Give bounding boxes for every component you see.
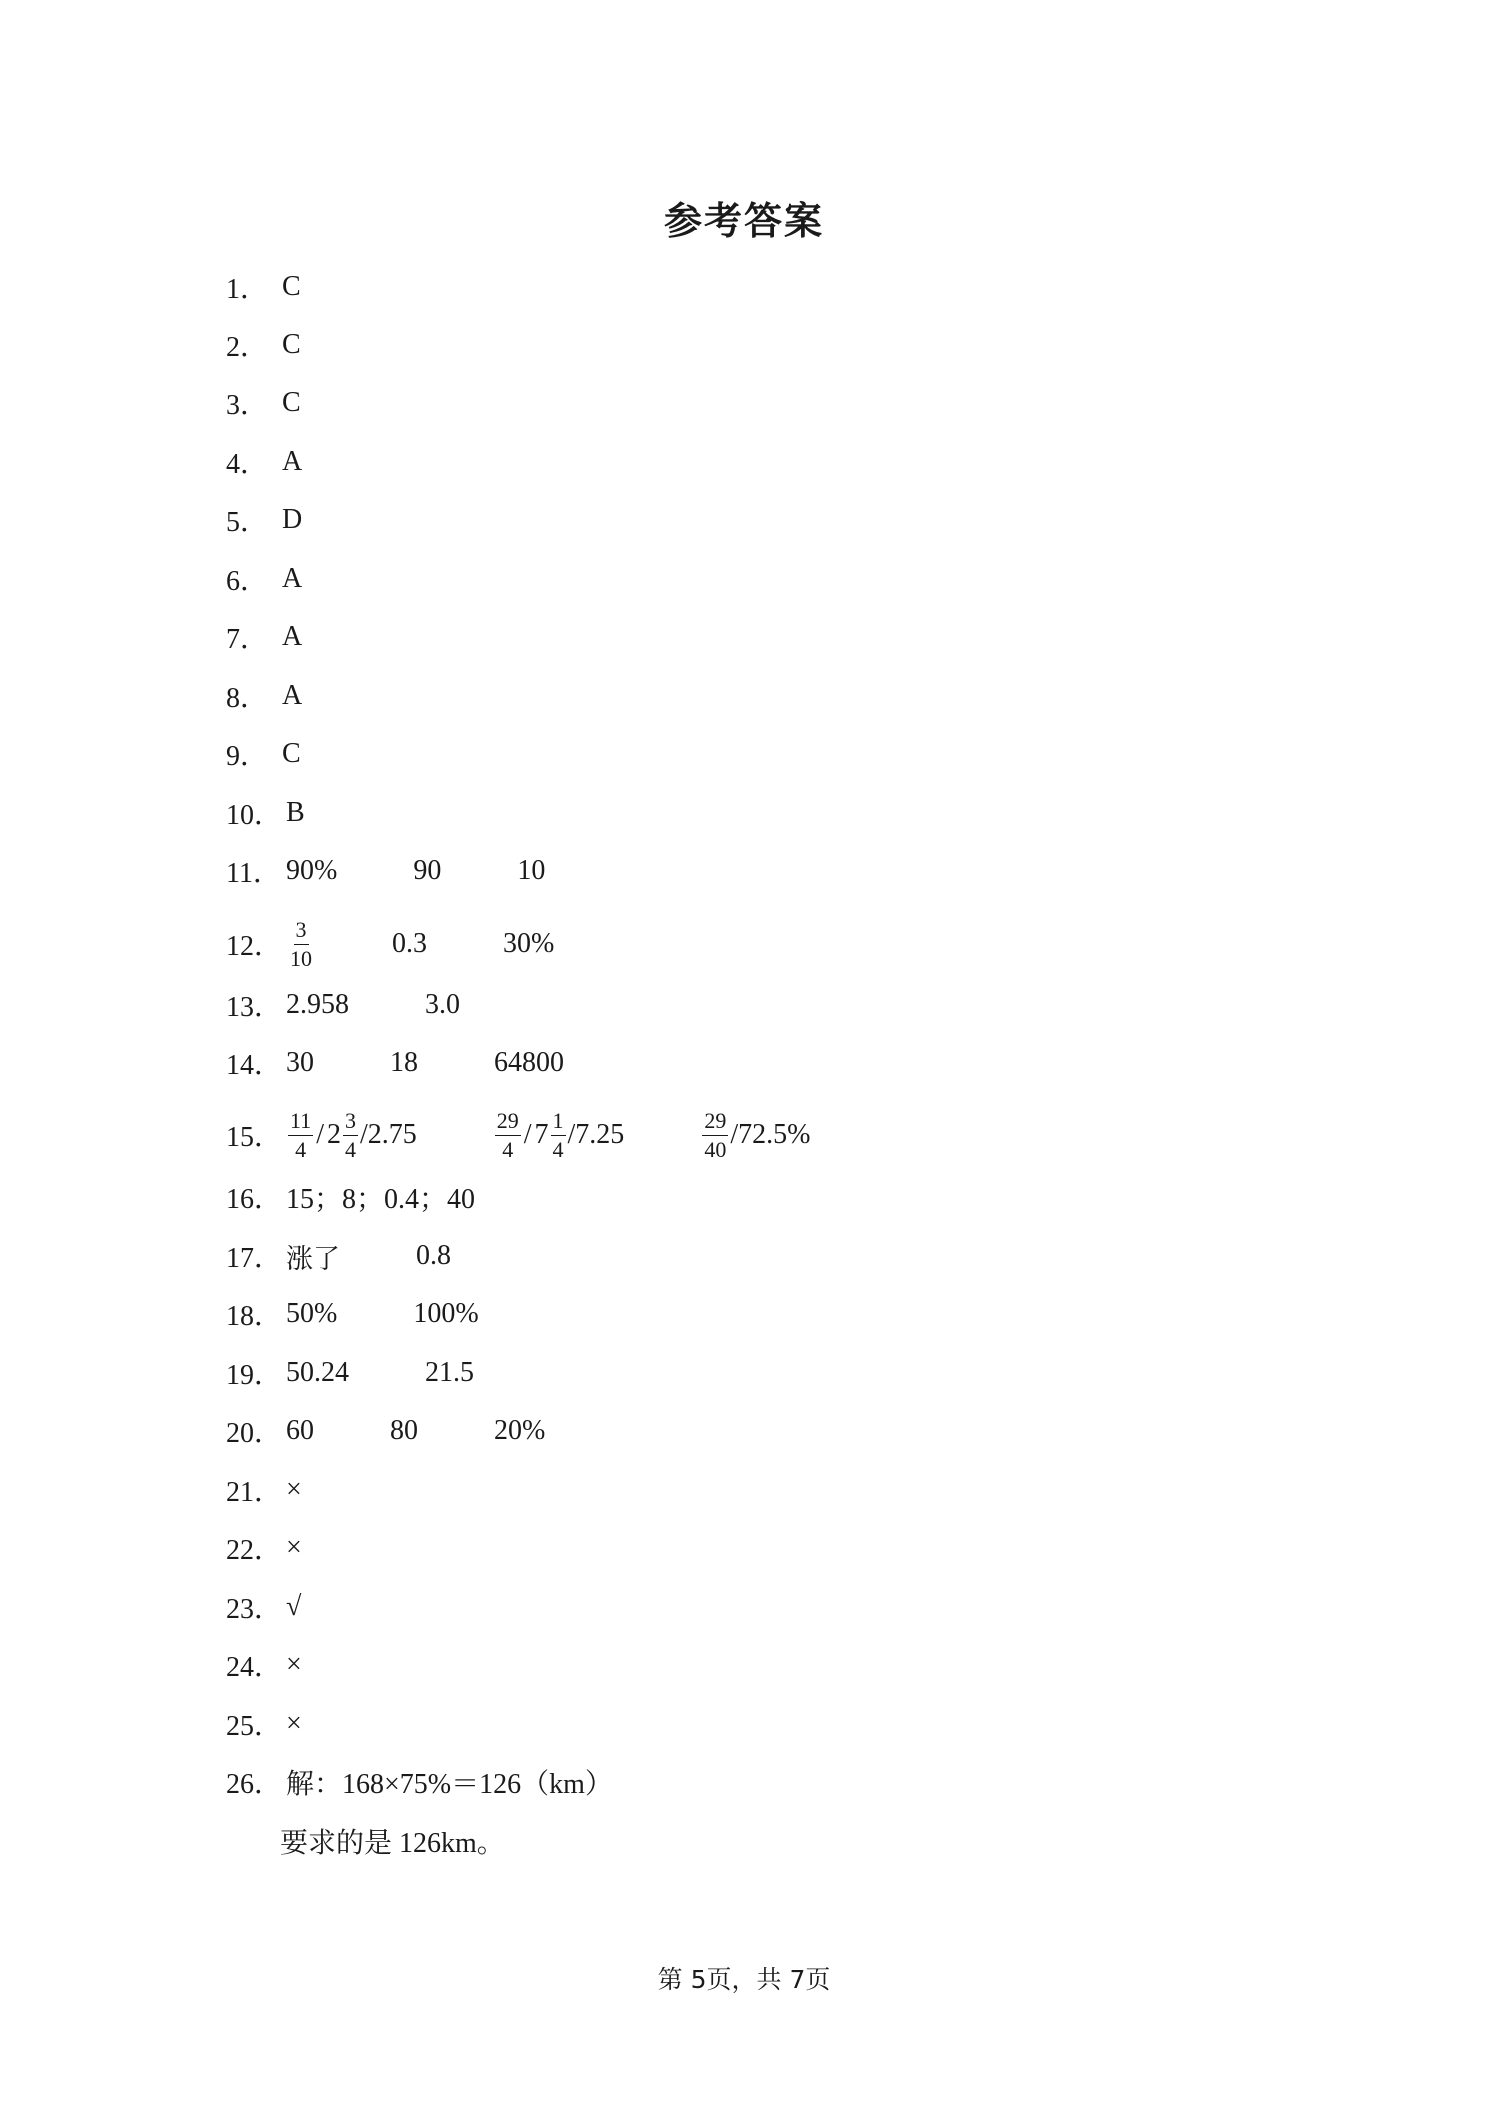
fraction-answer [286,916,316,971]
answer-value: A [282,680,303,711]
answer-value: D [282,504,303,535]
question-number: 9． [226,741,269,772]
numerator: 11 [288,1110,313,1136]
answer-line-23 [226,1587,301,1627]
question-number: 17． [226,1243,283,1274]
answer-line-12 [226,916,555,971]
question-number: 6． [226,566,269,597]
question-number: 23． [226,1594,283,1625]
question-number: 20． [226,1418,283,1449]
answer-line-4 [226,442,302,482]
answer-value: A [282,621,303,652]
numerator: 1 [551,1110,566,1136]
answer-line-11 [226,851,545,891]
page-footer: 第 5页，共 7页 [657,1965,831,1994]
answer-line-1 [226,267,301,307]
answer-value: × [286,1474,302,1505]
fraction [551,1107,566,1162]
fraction [343,1107,358,1162]
numerator: 29 [702,1110,728,1136]
answer-value: × [286,1708,302,1739]
answer-value: 64800 [494,1047,564,1078]
answer-value: 30% [503,928,555,959]
percent-value: /72.5% [730,1119,811,1150]
mixed-number [325,1107,360,1162]
answer-value: √ [286,1591,302,1622]
question-number: 25． [226,1711,283,1742]
denominator: 4 [552,1136,564,1162]
question-number: 22． [226,1535,283,1566]
question-number: 12． [226,931,283,962]
denominator: 4 [295,1136,307,1162]
decimal-value: /7.25 [567,1119,625,1150]
question-number: 7． [226,624,269,655]
answer-segment [493,1107,625,1162]
fraction [288,916,314,971]
answer-segment [286,1107,417,1162]
slash: / [316,1119,324,1150]
answer-value: C [282,271,301,302]
question-number: 3． [226,390,269,421]
question-number: 14． [226,1050,283,1081]
answer-line-6 [226,559,302,599]
answer-value: A [282,446,303,477]
question-number: 21． [226,1477,283,1508]
question-number: 2． [226,332,269,363]
whole-part: 7 [534,1119,549,1150]
mixed-number [533,1107,568,1162]
answer-line-17 [226,1236,451,1276]
slash: / [523,1119,532,1150]
answer-value: 90% [286,855,338,886]
answer-value: 60 [286,1415,314,1446]
answer-line-2 [226,325,301,365]
fraction [495,1107,521,1162]
answer-line-7 [226,617,302,657]
answer-value: A [282,563,303,594]
denominator: 4 [502,1136,514,1162]
answer-value: C [282,738,301,769]
answer-value: 10 [517,855,546,886]
answer-line-21 [226,1470,302,1510]
answer-line-8 [226,676,302,716]
whole-part: 2 [326,1119,341,1150]
answer-value: 0.8 [416,1240,451,1271]
fraction [702,1107,728,1162]
denominator: 10 [290,945,312,971]
answer-line-18 [226,1294,479,1334]
answer-value: × [286,1532,302,1563]
answer-value: 2.958 [286,989,349,1020]
answer-value: 0.3 [392,928,427,959]
decimal-value: /2.75 [359,1119,417,1150]
question-number: 19． [226,1360,283,1391]
denominator: 4 [344,1136,356,1162]
question-number: 11． [226,858,281,889]
answer-line-25 [226,1704,302,1744]
answer-value: 30 [286,1047,314,1078]
answer-value: 80 [390,1415,418,1446]
page-title: 参考答案 [663,199,824,243]
answer-line-15 [226,1107,811,1162]
answer-line-26 [226,1762,613,1802]
answer-value: C [282,329,301,360]
question-number: 10． [226,800,283,831]
answer-line-10 [226,793,305,833]
fraction [288,1107,313,1162]
answer-line-9 [226,734,301,774]
answer-value: 18 [390,1047,418,1078]
answer-line-14 [226,1043,564,1083]
question-number: 18． [226,1301,283,1332]
answer-line-13 [226,985,460,1025]
answer-value: 3.0 [425,989,460,1020]
answer-line-22 [226,1528,302,1568]
question-number: 16． [226,1184,283,1215]
answer-value: 50.24 [286,1357,349,1388]
answer-line-5 [226,500,302,540]
answer-value: C [282,387,301,418]
question-number: 8． [226,683,269,714]
solution-equation: 解：168×75%＝126（km） [286,1769,613,1800]
answer-value: × [286,1649,302,1680]
answer-line-24 [226,1645,302,1685]
answer-value: 50% [286,1298,338,1329]
answer-value: 100% [413,1298,479,1329]
question-number: 13． [226,992,283,1023]
solution-conclusion: 要求的是 126km。 [280,1828,505,1859]
answer-line-19 [226,1353,474,1393]
answer-value: 涨了 [286,1243,340,1275]
question-number: 26． [226,1769,283,1800]
numerator: 29 [495,1110,521,1136]
numerator: 3 [294,919,309,945]
answer-line-26-conclusion [280,1821,505,1861]
numerator: 3 [343,1110,358,1136]
question-number: 5． [226,507,269,538]
answer-value: 15；8；0.4；40 [286,1184,476,1215]
denominator: 40 [704,1136,727,1162]
answer-segment [700,1107,811,1162]
answer-value: B [286,797,305,828]
question-number: 1． [226,274,269,305]
question-number: 4． [226,449,269,480]
answer-line-3 [226,383,301,423]
answer-line-16 [226,1177,475,1217]
question-number: 24． [226,1652,283,1683]
answer-value: 20% [494,1415,546,1446]
question-number: 15． [226,1122,283,1153]
answer-line-20 [226,1411,545,1451]
answer-value: 90 [413,855,442,886]
answer-value: 21.5 [425,1357,474,1388]
